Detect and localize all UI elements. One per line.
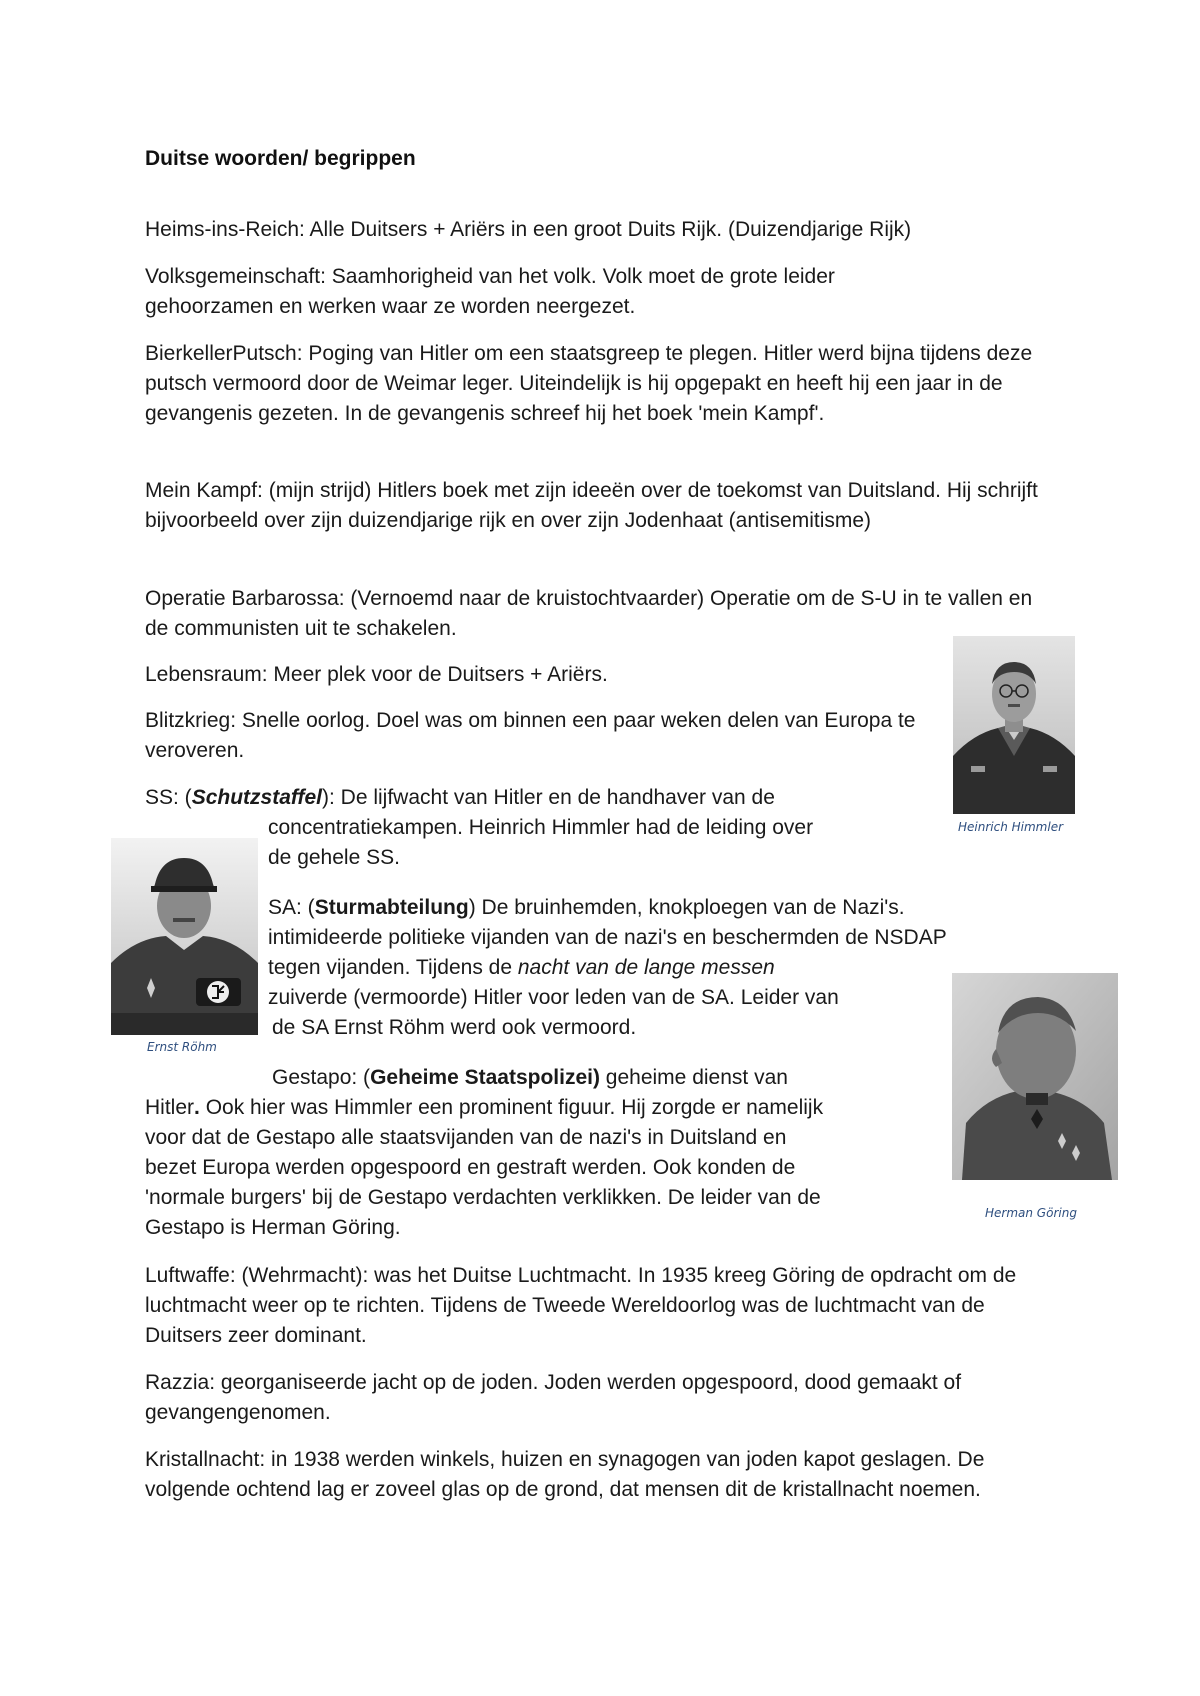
rohm-caption: Ernst Röhm — [147, 1040, 217, 1054]
ss-term: Schutzstaffel — [191, 786, 322, 809]
gestapo-line-2-rest: Ook hier was Himmler een prominent figuur. Hij zorgde er namelijk — [199, 1096, 824, 1119]
sa-line-5: de SA Ernst Röhm werd ook vermoord. — [272, 1016, 637, 1039]
sa-line-3-italic: nacht van de lange messen — [517, 956, 775, 979]
page-title: Duitse woorden/ begrippen — [145, 147, 416, 170]
entry-kristallnacht: Kristallnacht: in 1938 werden winkels, huizen en synagogen van joden kapot geslagen. De volgende ochtend lag er zoveel glas op de grond, dat mensen dit de kristallnacht noemen. — [145, 1448, 985, 1501]
gestapo-line-6: Gestapo is Herman Göring. — [145, 1216, 401, 1239]
sa-line-1-rest: ) De bruinhemden, knokploegen van de Nazi's. — [468, 896, 905, 919]
rohm-photo — [111, 838, 258, 1035]
entry-razzia: Razzia: georganiseerde jacht op de joden. Joden werden opgespoord, dood gemaakt of gevangengenomen. — [145, 1371, 962, 1424]
entry-lebensraum: Lebensraum: Meer plek voor de Duitsers + Ariërs. — [145, 663, 608, 686]
gestapo-line-1 — [272, 1063, 788, 1093]
entry-bierkellerputsch: BierkellerPutsch: Poging van Hitler om een staatsgreep te plegen. Hitler werd bijna tijdens deze putsch vermoord door de Weimar leger. Uiteindelijk is hij opgepakt en heeft hij een jaar in de gevangenis gezeten. In de gevangenis schreef hij het boek 'mein Kampf'. — [145, 342, 1033, 425]
ss-prefix: SS: ( — [145, 786, 192, 809]
entry-heims-ins-reich: Heims-ins-Reich: Alle Duitsers + Ariërs in een groot Duits Rijk. (Duizendjarige Rijk) — [145, 218, 912, 241]
ss-line-1 — [145, 783, 905, 813]
gestapo-line-2 — [145, 1093, 823, 1123]
himmler-photo — [953, 636, 1075, 814]
sa-line-3-text: tegen vijanden. Tijdens de — [268, 956, 518, 979]
entry-mein-kampf: Mein Kampf: (mijn strijd) Hitlers boek met zijn ideeën over de toekomst van Duitsland. Hij schrijft bijvoorbeeld over zijn duizendjarige rijk en over zijn Jodenhaat (antisemitisme) — [145, 479, 1038, 532]
gestapo-line-2-a: Hitler — [145, 1096, 195, 1119]
entry-blitzkrieg: Blitzkrieg: Snelle oorlog. Doel was om binnen een paar weken delen van Europa te veroveren. — [145, 709, 916, 762]
rohm-portrait-image — [111, 838, 258, 1035]
entry-luftwaffe: Luftwaffe: (Wehrmacht): was het Duitse Luchtmacht. In 1935 kreeg Göring de opdracht om de luchtmacht weer op te richten. Tijdens de Tweede Wereldoorlog was de luchtmacht van de Duitsers zeer dominant. — [145, 1264, 1017, 1347]
sa-term: Sturmabteilung — [314, 896, 469, 919]
sa-prefix: SA: ( — [268, 896, 315, 919]
gestapo-line-5: 'normale burgers' bij de Gestapo verdachten verklikken. De leider van de — [145, 1186, 821, 1209]
sa-line-2: intimideerde politieke vijanden van de nazi's en beschermden de NSDAP — [268, 926, 947, 949]
ss-line-1-rest: ): De lijfwacht van Hitler en de handhaver van de — [322, 786, 775, 809]
ss-line-2: concentratiekampen. Heinrich Himmler had de leiding over — [268, 816, 814, 839]
gestapo-line-3: voor dat de Gestapo alle staatsvijanden van de nazi's in Duitsland en — [145, 1126, 787, 1149]
himmler-caption: Heinrich Himmler — [958, 820, 1064, 834]
entry-volksgemeinschaft: Volksgemeinschaft: Saamhorigheid van het volk. Volk moet de grote leider gehoorzamen en werken waar ze worden neergezet. — [145, 265, 835, 318]
sa-line-1 — [268, 893, 905, 923]
goring-photo — [952, 973, 1118, 1180]
sa-line-4: zuiverde (vermoorde) Hitler voor leden van de SA. Leider van — [268, 986, 839, 1009]
entry-operatie-barbarossa: Operatie Barbarossa: (Vernoemd naar de kruistochtvaarder) Operatie om de S-U in te vallen en de communisten uit te schakelen. — [145, 587, 1033, 640]
sa-line-3 — [268, 953, 775, 983]
goring-caption: Herman Göring — [985, 1206, 1077, 1220]
gestapo-prefix: Gestapo: ( — [272, 1066, 371, 1089]
ss-line-3: de gehele SS. — [268, 846, 400, 869]
goring-portrait-image — [952, 973, 1118, 1180]
gestapo-line-1-rest: geheime dienst van — [599, 1066, 788, 1089]
gestapo-line-4: bezet Europa werden opgespoord en gestraft werden. Ook konden de — [145, 1156, 796, 1179]
gestapo-line-2-dot: . — [194, 1096, 200, 1119]
himmler-portrait-image — [953, 636, 1075, 814]
gestapo-term: Geheime Staatspolizei) — [370, 1066, 600, 1089]
